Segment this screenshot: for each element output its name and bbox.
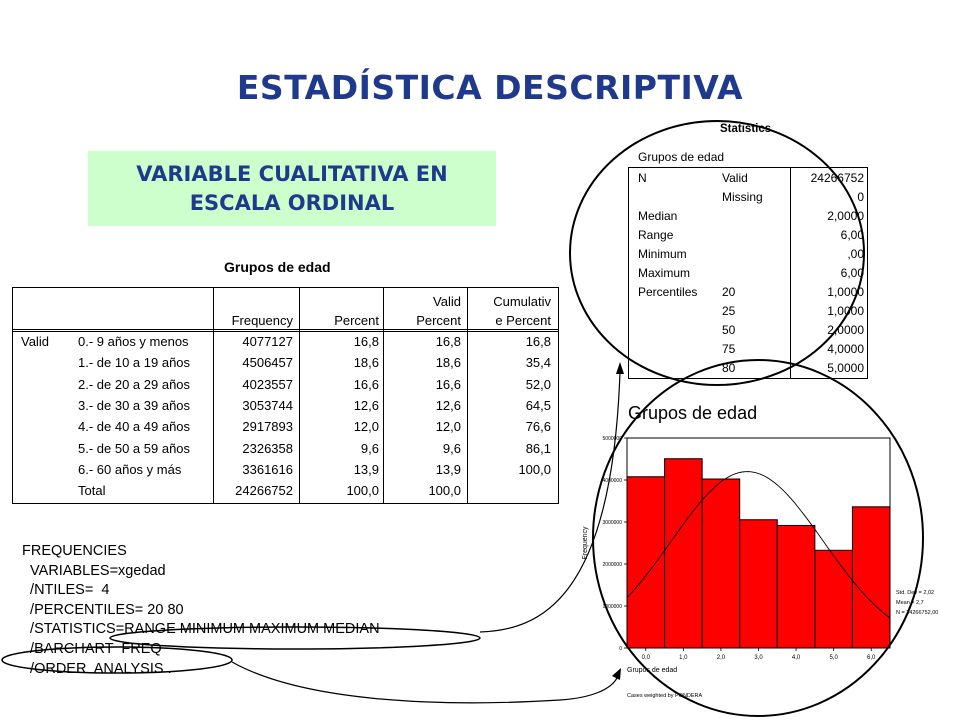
row-label: 6.- 60 años y más [78,461,182,477]
header-cumulative-2: e Percent [495,313,551,328]
row-label: 3.- de 30 a 39 años [78,397,191,413]
row-valid-percent: 16,6 [435,376,461,392]
code-line: /PERCENTILES= 20 80 [22,601,184,618]
stat-label: Median [638,209,678,223]
connector-to-statistics [480,372,620,632]
row-label: 1.- de 10 a 19 años [78,355,191,371]
code-line: /BARCHART FREQ [22,640,162,657]
row-percent: 9,6 [360,440,379,456]
row-label: Total [78,483,106,499]
x-tick-label: 3,0 [754,655,763,661]
row-frequency: 4506457 [242,355,293,371]
row-percent: 12,0 [353,419,379,435]
row-label: 2.- de 20 a 29 años [78,376,191,392]
x-tick-label: 5,0 [829,655,838,661]
statistics-highlight-circle [570,121,864,385]
stat-sublabel: Valid [722,171,748,185]
row-label: 4.- de 40 a 49 años [78,419,191,435]
row-frequency: 3361616 [242,461,293,477]
header-valid-percent-2: Percent [416,313,461,328]
stat-sublabel: 75 [722,342,736,356]
stat-value: 6,00 [840,266,864,280]
statistics-subtitle: Grupos de edad [638,150,725,164]
code-line: FREQUENCIES [22,543,127,559]
stat-value: 1,0000 [827,285,864,299]
stat-sublabel: 20 [722,285,736,299]
stat-sublabel: 80 [722,361,736,375]
row-frequency: 24266752 [235,483,293,499]
page-title: ESTADÍSTICA DESCRIPTIVA [236,68,744,107]
row-percent: 18,6 [353,355,379,371]
y-tick-label: 1000000 [602,604,622,610]
row-percent: 12,6 [353,397,379,413]
code-line: /NTILES= 4 [22,582,110,599]
row-frequency: 4077127 [242,334,293,349]
connector-arrowhead-histogram [612,668,621,680]
cases-weighted-footnote: Cases weighted by PONDERA [627,693,703,699]
x-tick-label: 4,0 [791,655,801,661]
row-valid-percent: 12,0 [435,419,461,435]
stat-sublabel: 25 [722,304,736,318]
subtitle-line-1: VARIABLE CUALITATIVA EN [136,161,448,186]
statistics-title: Statistics [720,123,772,135]
row-cumulative-percent: 100,0 [518,461,551,477]
y-tick-label: 0 [619,646,622,652]
histogram-highlight-circle [593,360,923,716]
row-cumulative-percent: 76,6 [525,419,551,435]
row-valid-percent: 16,8 [435,334,461,349]
stat-value: 0 [857,190,864,204]
statistics-code-highlight [110,627,480,649]
y-axis-label: Frequency [582,526,589,560]
row-label: 5.- de 50 a 59 años [78,440,191,456]
stat-sublabel: 50 [722,323,736,337]
x-tick-label: 6,0 [867,655,876,661]
stats-legend-line: N = 24266752,00 [896,610,939,616]
row-frequency: 4023557 [242,376,293,392]
stats-legend-line: Std. Dev = 2,02 [896,590,935,596]
row-valid-percent: 12,6 [435,397,461,413]
row-frequency: 2917893 [242,419,293,435]
y-tick-label: 3000000 [602,520,622,526]
row-frequency: 3053744 [242,397,293,413]
frequency-table-title: Grupos de edad [224,259,331,275]
stat-value: 24266752 [810,171,864,185]
row-frequency: 2326358 [242,440,293,456]
row-valid-percent: 13,9 [435,461,461,477]
stats-legend-line: Mean = 2,7 [896,600,924,606]
row-valid-percent: 18,6 [435,355,461,371]
row-cumulative-percent: 86,1 [525,440,551,456]
row-cumulative-percent: 35,4 [525,355,551,371]
header-percent: Percent [334,313,379,328]
row-valid-percent: 100,0 [428,483,461,499]
code-line: VARIABLES=xgedad [22,562,166,579]
header-frequency: Frequency [231,313,293,328]
stat-label: Minimum [638,247,687,261]
connector-arrowhead-statistics [616,362,624,374]
subtitle-line-2: ESCALA ORDINAL [189,190,395,215]
row-group-label: Valid [21,334,49,349]
histogram-title: Grupos de edad [628,403,758,423]
connector-to-histogram [232,662,618,703]
stat-value: 6,00 [840,228,864,242]
stat-value: 4,0000 [827,342,864,356]
header-cumulative-1: Cumulativ [493,294,551,309]
stat-value: 1,0000 [827,304,864,318]
stat-label: Range [638,228,674,242]
header-valid-percent-1: Valid [433,294,461,309]
stat-sublabel: Missing [722,190,763,204]
code-line: /STATISTICS=RANGE MINIMUM MAXIMUM MEDIAN [22,621,380,638]
x-tick-label: 2,0 [716,655,726,661]
row-percent: 16,8 [353,334,379,349]
y-tick-label: 5000000 [602,436,622,442]
code-line: /ORDER ANALYSIS . [22,660,172,677]
stat-label: Percentiles [638,285,698,299]
stat-label: N [638,171,647,185]
row-valid-percent: 9,6 [442,440,461,456]
stat-value: 5,0000 [827,361,864,375]
row-cumulative-percent: 64,5 [525,397,551,413]
x-tick-label: 0,0 [641,655,650,661]
row-percent: 100,0 [346,483,379,499]
barchart-code-highlight [2,647,232,673]
y-tick-label: 4000000 [602,478,622,484]
stat-value: ,00 [847,247,864,261]
x-tick-label: 1,0 [679,655,688,661]
row-cumulative-percent: 52,0 [525,376,551,392]
row-percent: 16,6 [353,376,379,392]
stat-value: 2,0000 [827,323,864,337]
row-percent: 13,9 [353,461,379,477]
x-axis-label: Grupos de edad [627,667,678,674]
stat-value: 2,0000 [827,209,864,223]
row-label: 0.- 9 años y menos [78,334,189,349]
row-cumulative-percent: 16,8 [525,334,551,349]
stat-label: Maximum [638,266,691,280]
y-tick-label: 2000000 [602,562,622,568]
